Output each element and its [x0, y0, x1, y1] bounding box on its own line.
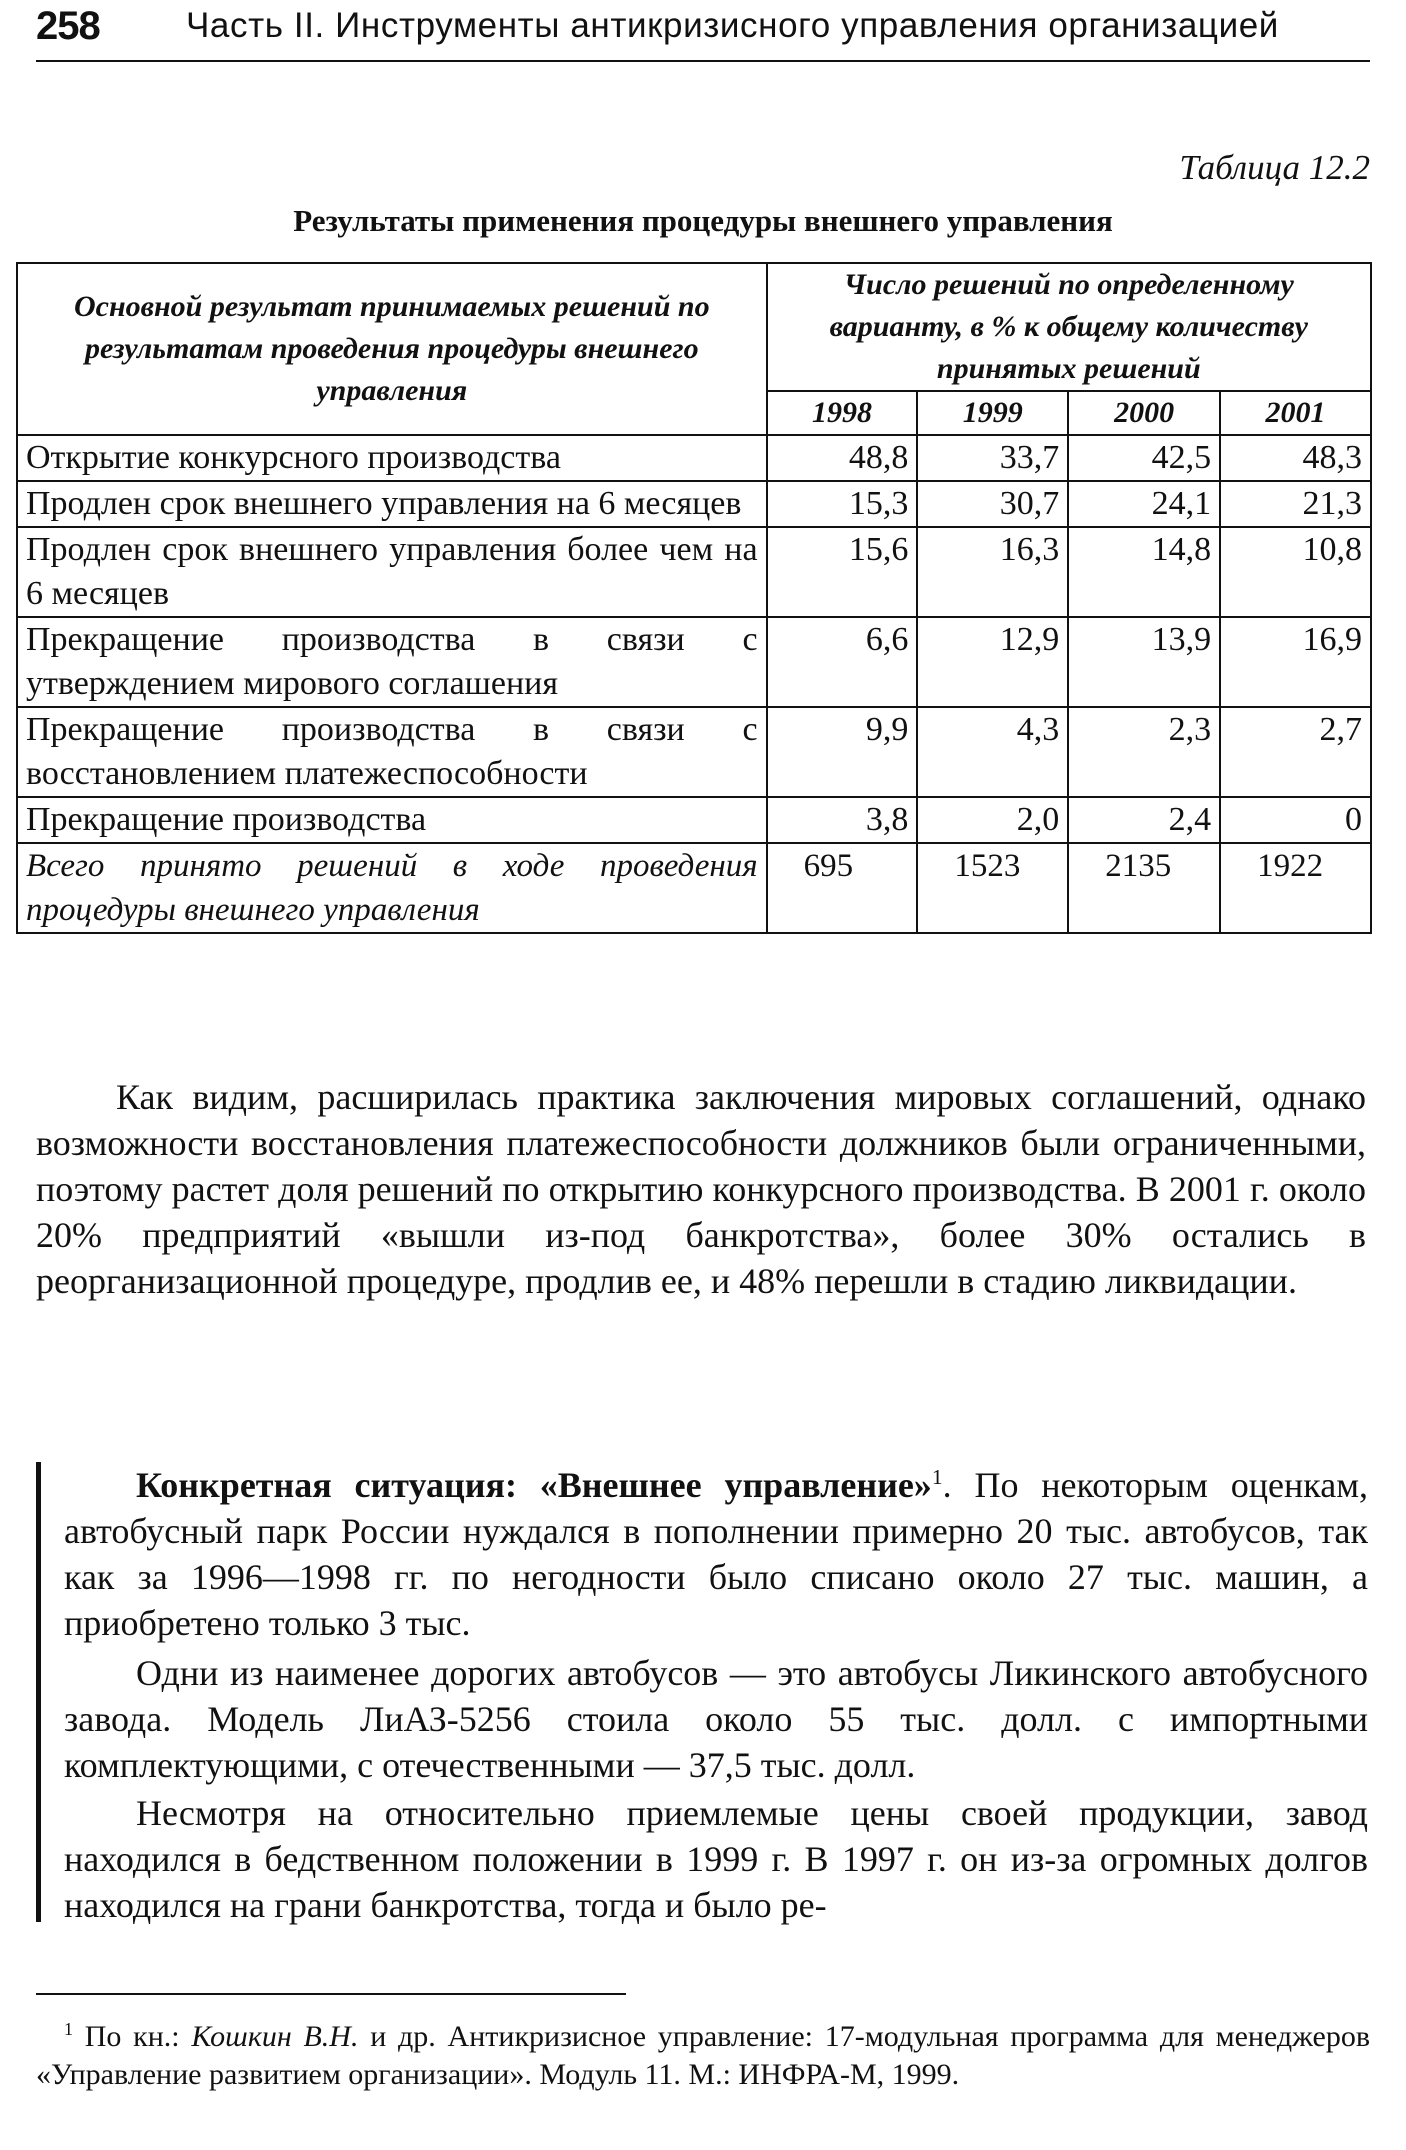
cell-value: 16,3: [917, 527, 1068, 617]
cell-value: 6,6: [767, 617, 918, 707]
cell-value: 30,7: [917, 481, 1068, 527]
cell-value: 4,3: [917, 707, 1068, 797]
table-row: [17, 617, 1371, 707]
row-label: Продлен срок внешнего управления более чем на 6 месяцев: [17, 527, 767, 617]
table-total-row: [17, 843, 1371, 933]
row-label: Открытие конкурсного производства: [17, 435, 767, 481]
cell-value: 15,3: [767, 481, 918, 527]
case-paragraph: Одни из наименее дорогих автобусов — это автобусы Ликинского автобусного завода. Модель ЛиАЗ-5256 стоила около 55 тыс. долл. с импортными комплектующими, с отечественными — 37,5 тыс. долл.: [64, 1653, 1368, 1785]
table-row: [17, 797, 1371, 843]
body-paragraph: Как видим, расширилась практика заключения мировых соглашений, однако возможности восстановления платежеспособности должников были ограниченными, поэтому растет доля решений по открытию конкурсного производства. В 2001 г. около 20% предприятий «вышли из-под банкротства», более 30% остались в реорганизационной процедуре, продлив ее, и 48% перешли в стадию ликвидации.: [36, 1077, 1366, 1301]
col-header-year: 2001: [1220, 391, 1371, 435]
footnote-author: Кошкин В.Н.: [191, 2020, 359, 2053]
cell-value: 13,9: [1068, 617, 1220, 707]
case-heading: Конкретная ситуация: «Внешнее управление»: [136, 1465, 932, 1505]
cell-value: 12,9: [917, 617, 1068, 707]
cell-value: 24,1: [1068, 481, 1220, 527]
cell-value: 42,5: [1068, 435, 1220, 481]
cell-value: 2,3: [1068, 707, 1220, 797]
col-header-year: 1999: [917, 391, 1068, 435]
case-study: [36, 1462, 1370, 1925]
footnote-ref: 1: [931, 1465, 943, 1489]
cell-value: 16,9: [1220, 617, 1371, 707]
col-header-share: Число решений по определенному варианту, в % к общему количеству принятых решений: [767, 263, 1371, 391]
table-row: [17, 527, 1371, 617]
cell-value: 48,3: [1220, 435, 1371, 481]
footnote-mark: 1: [64, 2019, 73, 2039]
cell-value: 2,7: [1220, 707, 1371, 797]
results-table: [16, 262, 1372, 934]
case-paragraph: Несмотря на относительно приемлемые цены своей продукции, завод находился в бедственном положении в 1999 г. В 1997 г. он из-за огромных долгов находился на грани банкротства, тогда и было ре-: [64, 1793, 1368, 1925]
case-paragraph-text: . По некоторым оценкам, автобусный парк России нуждался в пополнении примерно 20 тыс. автобусов, так как за 1996—1998 гг. по негодности было списано около 27 тыс. машин, а приобретено только 3 тыс.: [64, 1465, 1368, 1643]
cell-value: 21,3: [1220, 481, 1371, 527]
table-row: [17, 707, 1371, 797]
total-value: 2135: [1068, 843, 1220, 933]
cell-value: 2,4: [1068, 797, 1220, 843]
cell-value: 15,6: [767, 527, 918, 617]
running-title: Часть II. Инструменты антикризисного управления организацией: [186, 6, 1279, 45]
footnote-prefix: По кн.:: [73, 2020, 192, 2053]
col-header-year: 1998: [767, 391, 918, 435]
col-header-result: Основной результат принимаемых решений по результатам проведения процедуры внешнего управления: [17, 263, 767, 435]
table-row: [17, 435, 1371, 481]
total-value: 1523: [917, 843, 1068, 933]
case-marker-bar: [36, 1462, 41, 1922]
table-header-row: [17, 263, 1371, 391]
page-header: [36, 4, 1370, 62]
total-value: 1922: [1220, 843, 1371, 933]
cell-value: 48,8: [767, 435, 918, 481]
footnote-text: и др. Антикризисное управление: 17-модульная программа для менеджеров «Управление развитием организации». Модуль 11. М.: ИНФРА-М, 1999.: [36, 2020, 1370, 2091]
row-label: Прекращение производства: [17, 797, 767, 843]
total-value: 695: [767, 843, 918, 933]
table-label: Таблица 12.2: [1179, 148, 1370, 187]
table-row: [17, 481, 1371, 527]
case-paragraph: [64, 1462, 1368, 1646]
cell-value: 33,7: [917, 435, 1068, 481]
footnote: [36, 2018, 1370, 2094]
cell-value: 14,8: [1068, 527, 1220, 617]
cell-value: 10,8: [1220, 527, 1371, 617]
cell-value: 9,9: [767, 707, 918, 797]
cell-value: 2,0: [917, 797, 1068, 843]
page-number: 258: [36, 4, 100, 48]
cell-value: 3,8: [767, 797, 918, 843]
row-label: Продлен срок внешнего управления на 6 месяцев: [17, 481, 767, 527]
row-label: Прекращение производства в связи с восстановлением платежеспособности: [17, 707, 767, 797]
footnote-divider: [36, 1993, 626, 1995]
row-label: Прекращение производства в связи с утверждением мирового соглашения: [17, 617, 767, 707]
col-header-year: 2000: [1068, 391, 1220, 435]
table-title: Результаты применения процедуры внешнего управления: [293, 203, 1113, 238]
cell-value: 0: [1220, 797, 1371, 843]
total-label: Всего принято решений в ходе проведения процедуры внешнего управления: [17, 843, 767, 933]
